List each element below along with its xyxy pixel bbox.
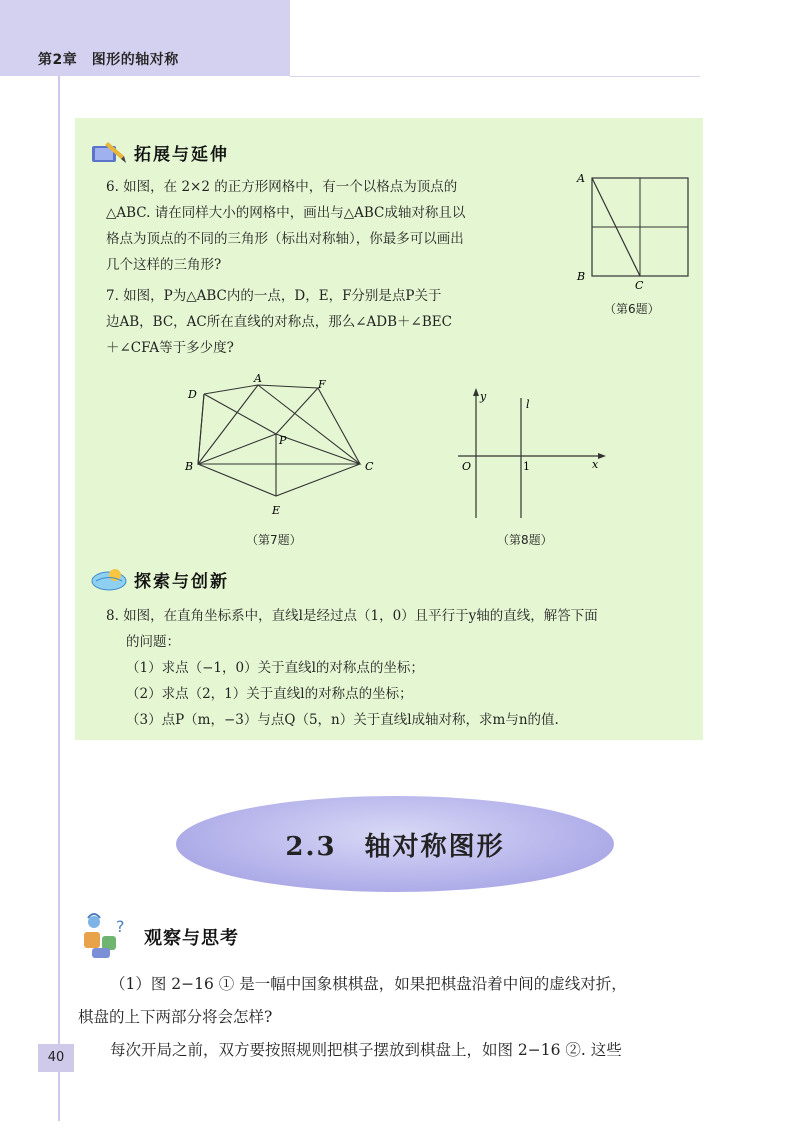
body-line: 每次开局之前，双方要按照规则把棋子摆放到棋盘上，如图 2−16 ②. 这些 <box>110 1041 622 1059</box>
problem-8-line: （3）点P（m，−3）与点Q（5，n）关于直线l成轴对称，求m与n的值. <box>126 712 559 728</box>
label-one: 1 <box>523 460 530 473</box>
problem-8-line: 的问题： <box>126 634 180 650</box>
label-l: l <box>526 398 530 411</box>
label-b: B <box>577 270 586 283</box>
problem-6-line: 格点为顶点的不同的三角形（标出对称轴），你最多可以画出 <box>106 231 464 247</box>
x-axis-arrow <box>598 453 606 459</box>
problem-8-line: 8. 如图，在直角坐标系中，直线l是经过点（1，0）且平行于y轴的直线，解答下面 <box>106 608 598 624</box>
problem-7-line: 7. 如图，P为△ABC内的一点，D，E，F分别是点P关于 <box>106 288 442 304</box>
problem-8-text <box>106 603 696 733</box>
margin-line <box>58 76 60 1121</box>
page-number: 40 <box>38 1044 74 1072</box>
problem-7-line: ＋∠CFA等于多少度? <box>106 340 234 356</box>
figure-6-caption: （第6题） <box>604 302 660 316</box>
header-divider <box>290 76 700 77</box>
problem-6-line: 几个这样的三角形? <box>106 257 222 273</box>
problem-7-figure <box>182 372 382 522</box>
label-a: A <box>254 372 262 385</box>
label-c: C <box>365 460 374 473</box>
label-origin: O <box>462 460 472 473</box>
label-p: P <box>279 434 287 447</box>
section-banner-title: 2.3 轴对称图形 <box>285 832 505 862</box>
pencil-book-icon <box>90 138 128 166</box>
label-c: C <box>635 279 644 292</box>
body-line: （1）图 2−16 ① 是一幅中国象棋棋盘，如果把棋盘沿着中间的虚线对折， <box>110 975 627 993</box>
problem-6-line: 6. 如图，在 2×2 的正方形网格中，有一个以格点为顶点的 <box>106 179 458 195</box>
label-b: B <box>185 460 194 473</box>
problem-8-figure <box>454 384 614 524</box>
y-axis-arrow <box>473 388 479 396</box>
label-f: F <box>318 378 326 391</box>
problem-8-line: （2）求点（2，1）关于直线l的对称点的坐标； <box>126 686 413 702</box>
label-x: x <box>592 458 599 471</box>
label-d: D <box>188 388 197 401</box>
section-observe-title: 观察与思考 <box>144 928 239 949</box>
section-extend-title: 拓展与延伸 <box>134 144 229 165</box>
section-explore-heading <box>90 566 229 592</box>
problem-6-text <box>106 174 566 278</box>
problem-6-line: △ABC. 请在同样大小的网格中，画出与△ABC成轴对称且以 <box>106 205 466 221</box>
section-extend-heading <box>90 138 229 166</box>
label-a: A <box>577 172 585 185</box>
chapter-title: 第2章 图形的轴对称 <box>38 52 179 68</box>
problem-8-line: （1）求点（−1，0）关于直线l的对称点的坐标； <box>126 660 424 676</box>
body-line: 棋盘的上下两部分将会怎样? <box>78 1008 273 1026</box>
problem-7-line: 边AB，BC，AC所在直线的对称点，那么∠ADB＋∠BEC <box>106 314 452 330</box>
puzzle-figure-icon <box>76 912 138 962</box>
problem-6-figure <box>570 168 700 293</box>
label-e: E <box>272 504 281 517</box>
figure-8-caption: （第8题） <box>497 533 553 547</box>
figure-7-caption: （第7题） <box>246 533 302 547</box>
problem-7-text <box>106 283 586 361</box>
section-explore-title: 探索与创新 <box>134 571 229 592</box>
label-y: y <box>480 390 487 403</box>
svg-text:?: ? <box>116 917 125 936</box>
section-observe-heading <box>76 912 239 962</box>
globe-icon <box>90 566 128 592</box>
